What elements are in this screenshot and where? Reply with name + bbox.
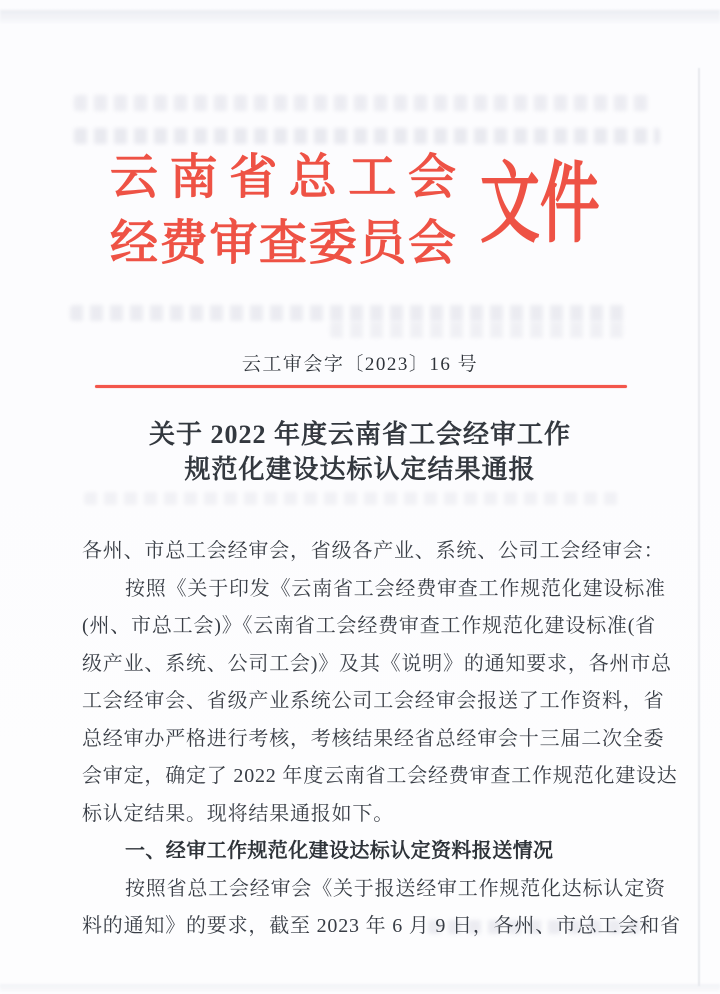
paragraph1-line: 级产业、系统、公司工会)》及其《说明》的通知要求，各州市总 (82, 652, 672, 675)
paragraph1-line: 会审定，确定了 2022 年度云南省工会经费审查工作规范化建设达 (82, 765, 678, 787)
paragraph1-line: (州、市总工会)》《云南省工会经费审查工作规范化建设标准(省 (82, 615, 656, 637)
paragraph1-line: 按照《关于印发《云南省工会经费审查工作规范化建设标准 (125, 577, 666, 600)
document-number: 云工审会字〔2023〕16 号 (241, 354, 479, 375)
document-type-label: 文件 (480, 157, 600, 254)
org-name-line1: 云南省总工会 (110, 151, 456, 204)
bleed-through-artifact (330, 322, 630, 338)
document-title (0, 417, 720, 487)
letterhead-org-name (110, 145, 456, 277)
paragraph1-line: 总经审办严格进行考核，考核结果经省总经审会十三届二次全委 (82, 727, 665, 750)
paragraph2-line: 料的通知》的要求，截至 2023 年 6 月 9 日，各州、市总工会和省 (82, 915, 681, 937)
bleed-through-artifact (84, 492, 624, 505)
scan-edge-artifact-bottom (0, 984, 720, 992)
page-fold-line (698, 68, 700, 986)
paragraph1-line: 标认定结果。现将结果通报如下。 (82, 802, 394, 825)
bleed-through-artifact (74, 95, 650, 111)
document-body (82, 533, 681, 946)
red-header-rule (95, 385, 627, 388)
scan-edge-artifact-top (0, 10, 720, 23)
document-title-line1: 关于 2022 年度云南省工会经审工作 (148, 420, 571, 449)
document-title-line2: 规范化建设达标认定结果通报 (184, 455, 536, 484)
bleed-through-artifact (74, 128, 660, 144)
org-name-line2: 经费审查委员会 (110, 217, 456, 270)
section1-heading: 一、经审工作规范化建设达标认定资料报送情况 (125, 840, 554, 862)
paragraph2-line: 按照省总工会经审会《关于报送经审工作规范化达标认定资 (125, 877, 666, 900)
salutation-line: 各州、市总工会经审会，省级各产业、系统、公司工会经审会： (82, 540, 665, 562)
paragraph1-line: 工会经审会、省级产业系统公司工会经审会报送了工作资料，省 (82, 690, 665, 712)
bleed-through-artifact (70, 305, 630, 321)
